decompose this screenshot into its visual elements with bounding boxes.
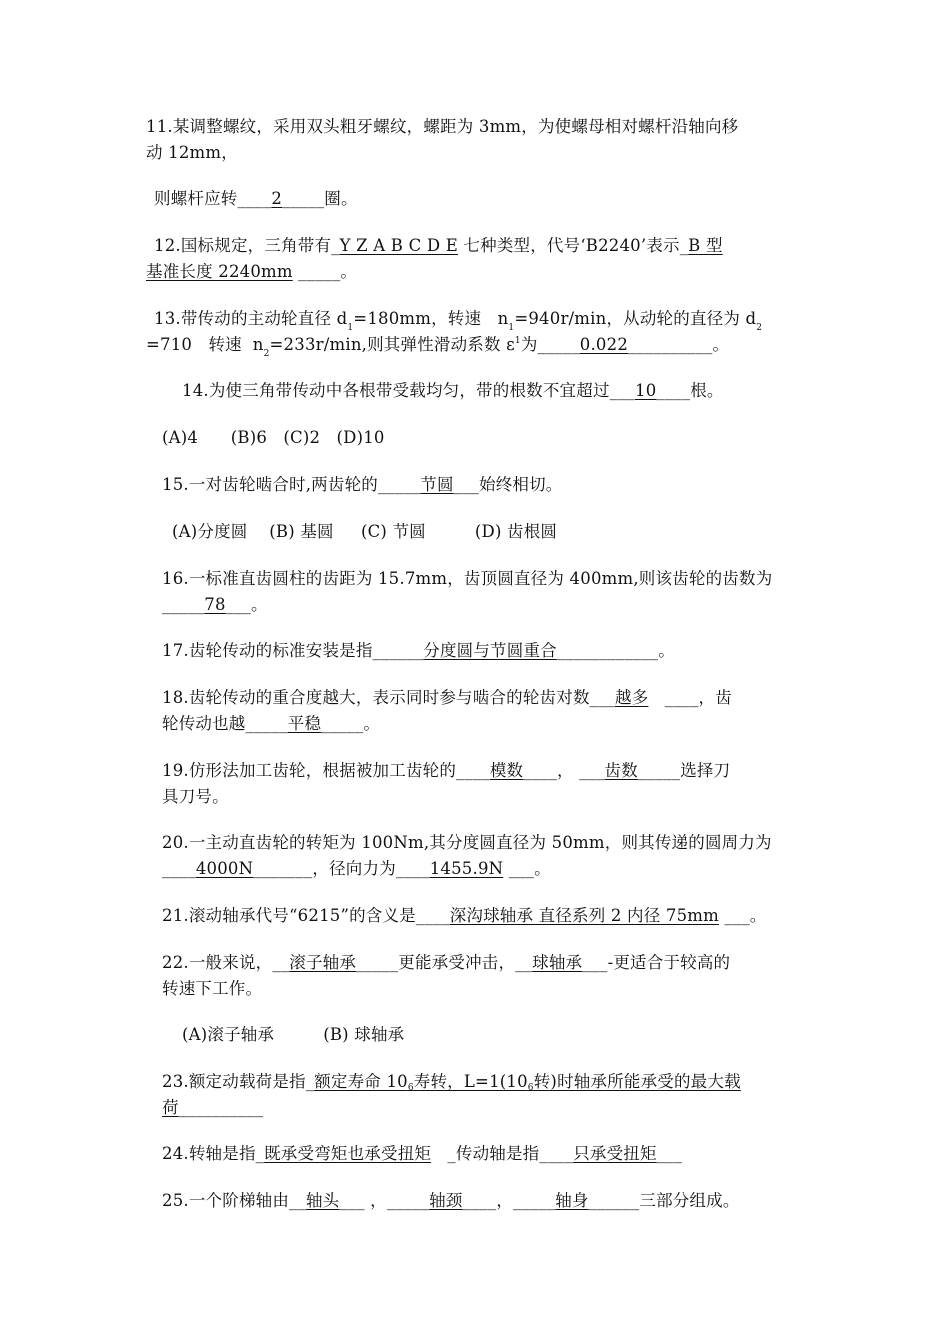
q18-line2: [162, 713, 380, 735]
q14-options: [162, 427, 385, 449]
q12-text-mid: 七种类型，代号‘B2240’表示_: [457, 236, 689, 255]
q19-line2: [162, 786, 229, 808]
q18-text-pre-2: 轮传动也越_____: [162, 714, 288, 733]
q24-answer-1: 既承受弯矩也承受扭矩: [264, 1144, 432, 1163]
q23-line2: [162, 1097, 263, 1119]
q18-answer-2: 平稳: [287, 714, 322, 733]
q20-answer-2: 1455.9N: [429, 859, 504, 878]
q23-answer-cont: 荷: [162, 1098, 179, 1117]
q13-subscript-n2: 2: [263, 349, 270, 359]
q20-text: 20.一主动直齿轮的转矩为 100Nm,其分度圆直径为 50mm，则其传递的圆周力为: [162, 833, 772, 852]
q22-answer-2: 球轴承: [532, 953, 583, 972]
q13-line2: [146, 334, 729, 359]
q24-text-mid: _传动轴是指____: [431, 1144, 574, 1163]
q20-answer-1: 4000N: [195, 859, 254, 878]
q20-line2: [162, 858, 551, 880]
q11-text: 11.某调整螺纹，采用双头粗牙螺纹，螺距为 3mm，为使螺母相对螺杆沿轴向移: [146, 117, 739, 136]
q20-line1: [162, 832, 772, 854]
q24-line1: [162, 1143, 682, 1165]
q13-text-b: =180mm，转速: [353, 309, 482, 328]
q11-line1: [146, 116, 738, 138]
q15-options: [172, 521, 557, 543]
q18-text-pre: 18.齿轮传动的重合度越大，表示同时参与啮合的轮齿对数___: [162, 688, 615, 707]
q23-exponent-2: 6: [527, 1083, 534, 1093]
q12-line1: [154, 235, 723, 257]
q19-text-pre: 19.仿形法加工齿轮，根据被加工齿轮的____: [162, 761, 490, 780]
q19-answer-1: 模数: [489, 761, 524, 780]
q19-answer-2: 齿数: [604, 761, 638, 780]
q16-answer: 78: [204, 595, 226, 614]
q13-text-a: 13.带传动的主动轮直径 d: [154, 309, 348, 328]
q13-subscript-1: 1: [347, 323, 354, 333]
q20-text-mid: _______，径向力为____: [253, 859, 430, 878]
q12-answer-meaning: B 型: [688, 236, 723, 255]
q21-answer: 深沟球轴承 直径系列 2 内径 75mm: [449, 906, 719, 925]
q14-line1: [182, 380, 724, 402]
q16-text: 16.一标准直齿圆柱的齿距为 15.7mm，齿顶圆直径为 400mm,则该齿轮的齿数为: [162, 569, 773, 588]
q22-answer-1: 滚子轴承: [289, 953, 357, 972]
q21-text-pre: 21.滚动轴承代号“6215”的含义是____: [162, 906, 450, 925]
q16-line2: [162, 594, 268, 616]
q24-text-post: ___: [656, 1144, 683, 1163]
q18-text-post: ____，齿: [648, 688, 732, 707]
q14-options-text: (A)4 (B)6 (C)2 (D)10: [162, 428, 385, 447]
q11-blank-post: _____圈。: [282, 189, 358, 208]
q19-text-mid: ____， ___: [523, 761, 605, 780]
q13-subscript-2: 2: [756, 323, 763, 333]
q24-answer-2: 只承受扭矩: [573, 1144, 657, 1163]
q16-line1: [162, 568, 772, 590]
q25-text-pre: 25.一个阶梯轴由__: [162, 1191, 306, 1210]
q23-answer-c: 转)时轴承所能承受的最大载: [533, 1072, 741, 1091]
q20-text-pre: ____: [162, 859, 196, 878]
q17-text-post: ____________。: [556, 641, 675, 660]
q12-text-post: _____。: [292, 262, 358, 281]
q13-line1: [154, 308, 762, 333]
q13-text-f: 转速: [208, 335, 242, 354]
q17-line1: [162, 640, 675, 662]
q18-answer-1: 越多: [615, 688, 649, 707]
q19-text-post: _____选择刀: [637, 761, 731, 780]
q15-text-pre: 15.一对齿轮啮合时,两齿轮的_____: [162, 475, 421, 494]
q19-text-cont: 具刀号。: [162, 787, 229, 806]
q25-answer-1: 轴头: [305, 1191, 340, 1210]
q15-options-text: (A)分度圆 (B) 基圆 (C) 节圆 (D) 齿根圆: [172, 522, 558, 541]
q11-line2: [146, 142, 238, 164]
q13-superscript-1: 1: [514, 336, 521, 346]
q21-text-post: ___。: [718, 906, 767, 925]
q23-answer: [314, 1072, 741, 1091]
q23-line1: [162, 1071, 741, 1096]
q15-line1: [162, 474, 563, 496]
q22-text-post: ___-更适合于较高的: [582, 953, 731, 972]
q13-text-h: =233r/min,则其弹性滑动系数 ε: [269, 335, 515, 354]
q23-answer-b: 寿转，L=1(10: [413, 1072, 528, 1091]
q22-line2: [162, 978, 262, 1000]
q14-text-post: ____根。: [656, 381, 724, 400]
q21-line1: [162, 905, 766, 927]
q13-answer: 0.022: [579, 335, 629, 354]
q22-text-cont: 转速下工作。: [162, 979, 263, 998]
q22-options-text: (A)滚子轴承 (B) 球轴承: [182, 1025, 405, 1044]
q11-answer: 2: [271, 189, 283, 208]
q16-text-post: ___。: [225, 595, 268, 614]
q14-answer: 10: [635, 381, 657, 400]
q23-text-post: __________: [178, 1098, 264, 1117]
q19-line1: [162, 760, 730, 782]
q13-text-c: n: [497, 309, 509, 328]
q12-answer-types: Y Z A B C D E: [339, 236, 458, 255]
q12-text-pre: 12.国标规定，三角带有_: [154, 236, 340, 255]
q24-text-pre: 24.转轴是指_: [162, 1144, 265, 1163]
q25-answer-2: 轴颈: [429, 1191, 463, 1210]
q17-answer: 分度圆与节圆重合: [423, 641, 557, 660]
q20-text-post: ___。: [503, 859, 551, 878]
q15-text-post: ___始终相切。: [453, 475, 563, 494]
q11-blank-pre: 则螺杆应转____: [154, 189, 272, 208]
q25-text-post: ______三部分组成。: [588, 1191, 740, 1210]
q23-text-pre: 23.额定动载荷是指_: [162, 1072, 315, 1091]
q13-text-g: n: [252, 335, 264, 354]
q25-line1: [162, 1190, 740, 1212]
q11-text-cont: 动 12mm，: [146, 143, 238, 162]
q13-subscript-n1: 1: [508, 323, 515, 333]
q16-text-pre: _____: [162, 595, 205, 614]
q22-text-mid: _____更能承受冲击，__: [356, 953, 533, 972]
q13-text-e: =710: [146, 335, 193, 354]
q11-line3: [154, 188, 358, 210]
q13-text-j: __________。: [628, 335, 730, 354]
q25-text-a: ___ ，_____: [339, 1191, 430, 1210]
q25-answer-3: 轴身: [555, 1191, 589, 1210]
q17-text-pre: 17.齿轮传动的标准安装是指______: [162, 641, 424, 660]
q15-answer: 节圆: [420, 475, 454, 494]
q13-text-i: 为_____: [520, 335, 580, 354]
q12-line2: [146, 261, 357, 283]
q25-text-b: ____，_____: [462, 1191, 556, 1210]
q22-line1: [162, 952, 730, 974]
q23-answer-a: 额定寿命 10: [314, 1072, 408, 1091]
q22-text-pre: 22.一般来说，__: [162, 953, 290, 972]
q22-options: [182, 1024, 404, 1046]
q14-text-pre: 14.为使三角带传动中各根带受载均匀，带的根数不宜超过___: [182, 381, 635, 400]
q12-answer-meaning-cont: 基准长度 2240mm: [146, 262, 293, 281]
q13-text-d: =940r/min，从动轮的直径为 d: [514, 309, 757, 328]
q18-text-post-2: _____。: [321, 714, 381, 733]
q18-line1: [162, 687, 732, 709]
q23-exponent-1: 6: [407, 1083, 414, 1093]
